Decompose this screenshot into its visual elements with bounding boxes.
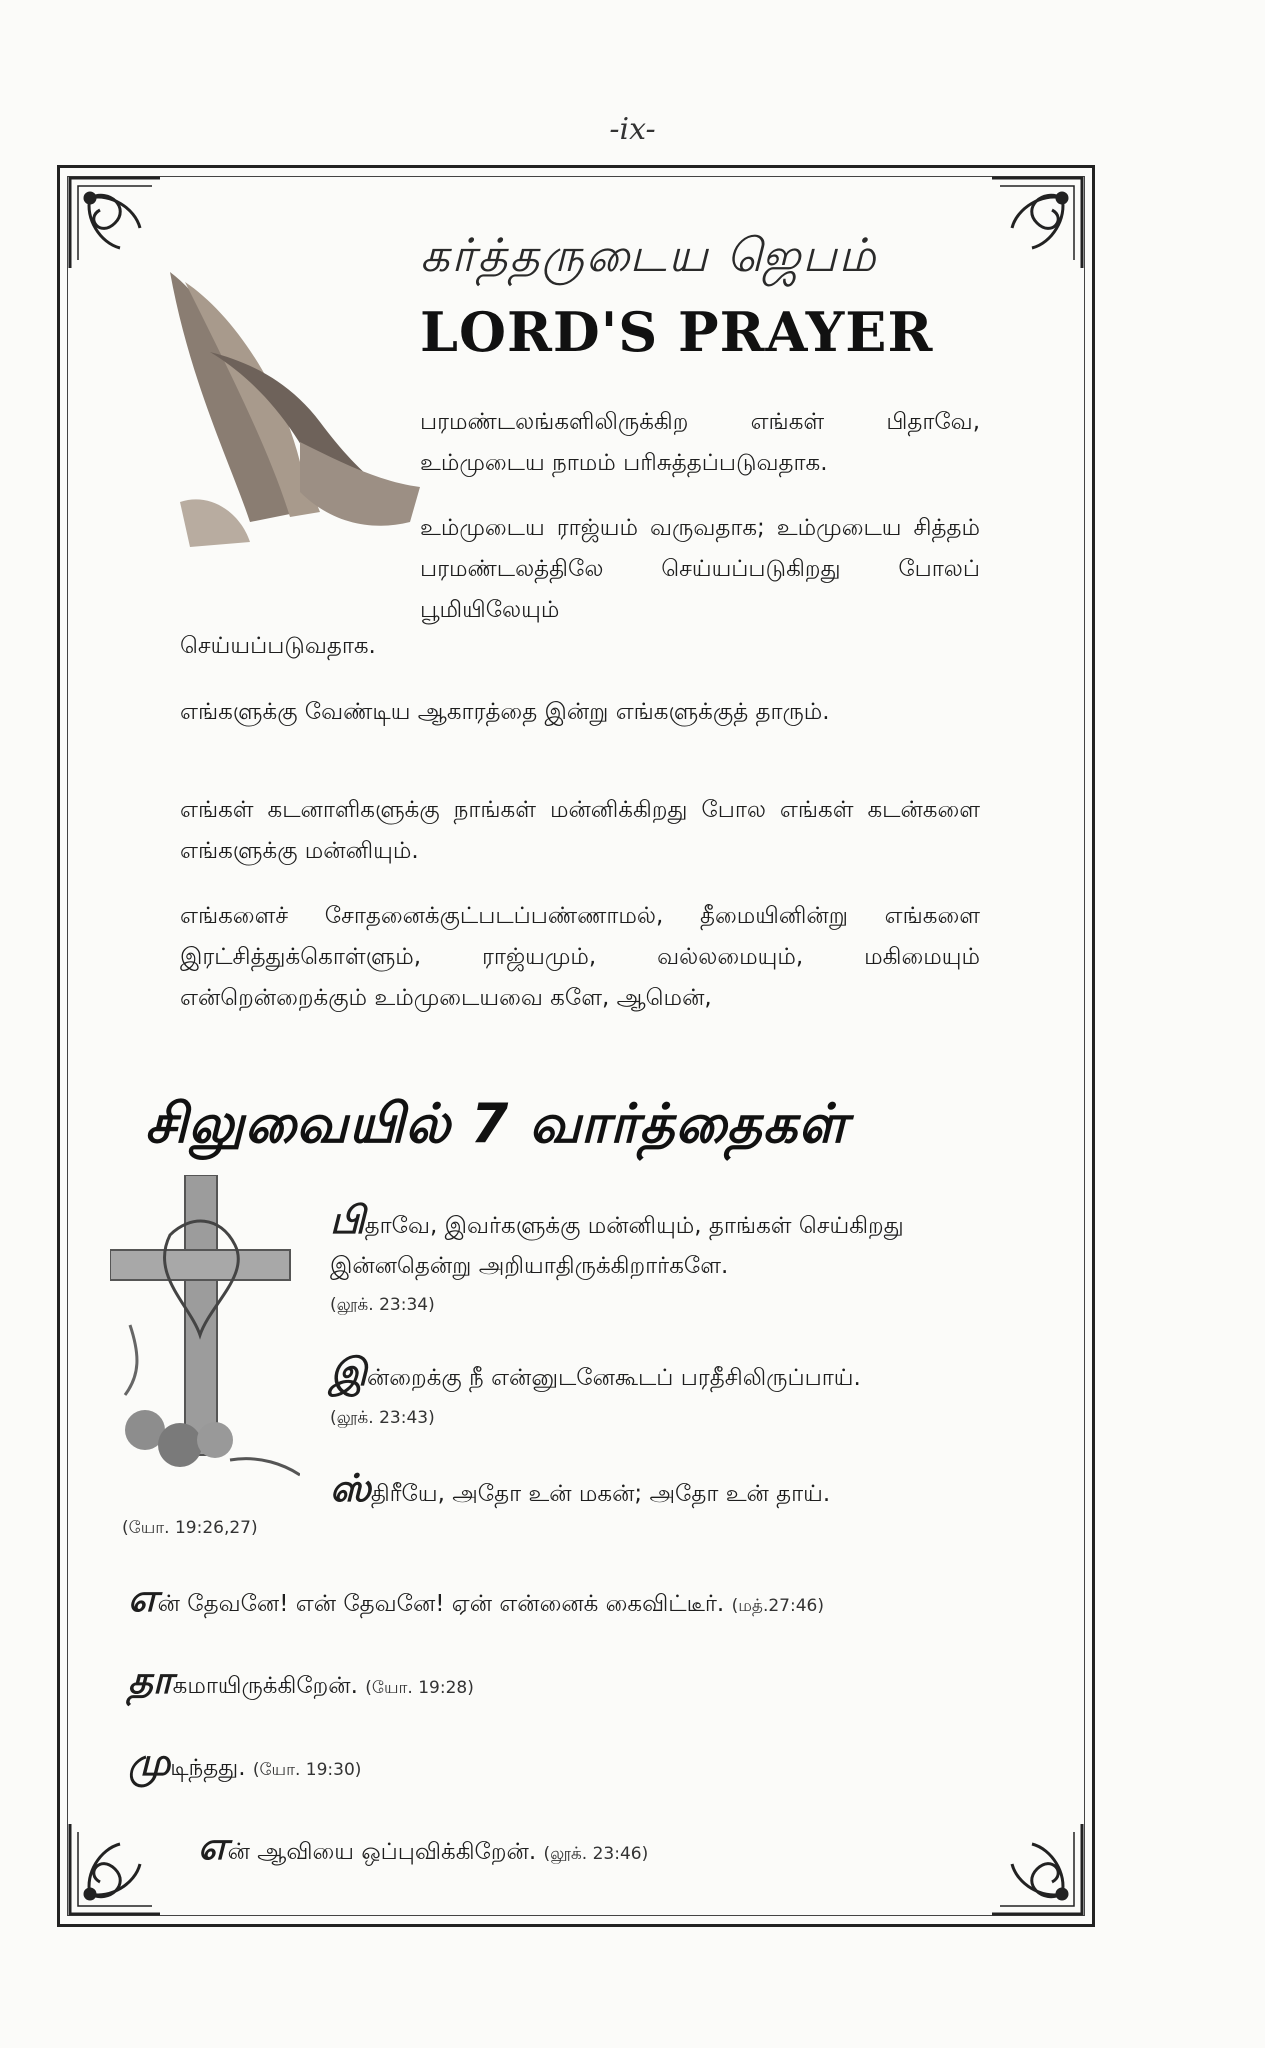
prayer-line-2: உம்முடைய ராஜ்யம் வருவதாக; உம்முடைய சித்தம் பரமண்டலத்திலே செய்யப்படுகிறது போலப் பூமியிலேயும்: [420, 515, 980, 623]
word-text: ன் ஆவியை ஒப்புவிக்கிறேன்.: [227, 1839, 537, 1865]
word-text: தாவே, இவர்களுக்கு மன்னியும், தாங்கள் செய்கிறது இன்னதென்று அறியாதிருக்கிறார்களே.: [330, 1213, 904, 1279]
cross-with-roses-image: [110, 1175, 300, 1485]
prayer-line-1: பரமண்டலங்களிலிருக்கிற எங்கள் பிதாவே, உம்முடைய நாமம் பரிசுத்தப்படுவதாக.: [420, 409, 980, 476]
drop-initial: எ: [128, 1576, 158, 1620]
drop-initial: பி: [330, 1198, 365, 1242]
scripture-reference: (லூக். 23:34): [330, 1295, 435, 1315]
page-number: -ix-: [609, 112, 656, 147]
lords-prayer-title-tamil: கர்த்தருடைய ஜெபம்: [420, 228, 878, 282]
drop-initial: தா: [128, 1658, 173, 1702]
cross-word-7: [198, 1826, 898, 1874]
cross-word-1: [330, 1200, 1010, 1286]
corner-ornament-bottom-left: [60, 1814, 170, 1924]
prayer-line-2-continued: செய்யப்படுவதாக.: [180, 633, 376, 659]
cross-word-4: [128, 1578, 1028, 1626]
praying-hands-image: [150, 262, 430, 552]
drop-initial: மு: [128, 1740, 171, 1784]
word-text: திரீயே, அதோ உன் மகன்; அதோ உன் தாய்.: [370, 1481, 831, 1507]
prayer-line-5: எங்களைச் சோதனைக்குட்படப்பண்ணாமல், தீமையினின்று எங்களை இரட்சித்துக்கொள்ளும், ராஜ்யமும், வல்லமையும், மகிமையும் என்றென்றைக்கும் உம்முடையவை களே, ஆமென்,: [180, 903, 980, 1011]
drop-initial: இ: [330, 1350, 367, 1394]
cross-word-5: [128, 1660, 728, 1708]
word-text: டிந்தது.: [170, 1755, 246, 1781]
lords-prayer-title-english: LORD'S PRAYER: [420, 300, 934, 364]
scripture-reference: (லூக். 23:43): [330, 1408, 435, 1428]
scripture-reference: (லூக். 23:46): [543, 1844, 649, 1864]
corner-ornament-top-right: [982, 168, 1092, 278]
drop-initial: ஸ்: [330, 1466, 371, 1510]
cross-word-3: [330, 1468, 1030, 1514]
scripture-reference: (யோ. 19:28): [365, 1678, 474, 1698]
scripture-reference: (யோ. 19:26,27): [122, 1518, 258, 1538]
drop-initial: எ: [198, 1824, 228, 1868]
prayer-line-3: எங்களுக்கு வேண்டிய ஆகாரத்தை இன்று எங்களுக்குத் தாரும்.: [180, 699, 830, 725]
scripture-reference: (யோ. 19:30): [252, 1760, 362, 1780]
seven-words-heading: சிலுவையில் 7 வார்த்தைகள்: [145, 1092, 848, 1155]
scripture-reference: (மத்.27:46): [731, 1596, 824, 1616]
prayer-line-4: எங்கள் கடனாளிகளுக்கு நாங்கள் மன்னிக்கிறது போல எங்கள் கடன்களை எங்களுக்கு மன்னியும்.: [180, 797, 980, 864]
corner-ornament-bottom-right: [982, 1814, 1092, 1924]
word-text: ன் தேவனே! என் தேவனே! ஏன் என்னைக் கைவிட்டீர்.: [157, 1591, 725, 1617]
word-text: கமாயிருக்கிறேன்.: [172, 1673, 358, 1699]
cross-word-2: [330, 1352, 1030, 1398]
cross-word-6: [128, 1742, 728, 1790]
word-text: ன்றைக்கு நீ என்னுடனேகூடப் பரதீசிலிருப்பாய்.: [366, 1365, 861, 1391]
